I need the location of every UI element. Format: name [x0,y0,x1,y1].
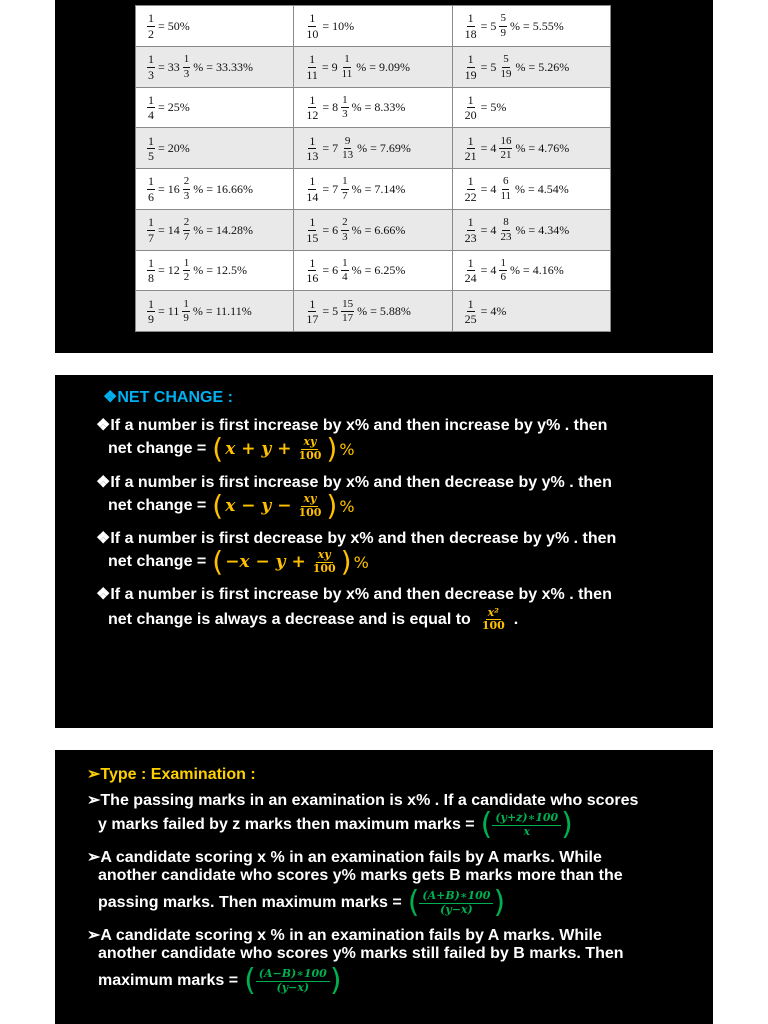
table-row [136,6,611,47]
table-row [136,209,611,250]
formula-expr: −x − y + [225,552,306,572]
fraction-denominator: 12 [306,108,319,123]
percent-value: = 5 [322,304,339,319]
percent-value: = 9 [321,59,338,74]
formula-fraction [419,890,493,916]
net-change-slide [55,375,713,728]
fraction-numerator: 1 [309,11,316,26]
percent-value: % = 8.33% [351,100,406,115]
fraction-numerator: 5 [499,13,507,27]
exam-rule-3-line-2: another candidate who scores y% marks still failed by B marks. Then [98,945,624,962]
fraction-denominator: 9 [148,312,154,327]
formula-fraction [480,607,507,632]
table-cell [136,291,294,332]
formula-fraction [492,812,561,838]
table-cell [136,250,294,291]
percent-value: % = 12.5% [193,263,248,278]
net-change-formula-4 [108,607,518,632]
formula [477,607,510,632]
unit-fraction [464,216,478,244]
fraction-equivalence [463,135,572,163]
fraction-denominator: 3 [148,67,154,82]
fraction-numerator: 1 [309,296,316,311]
fraction-denominator: 25 [464,312,477,327]
fraction-numerator: 1 [341,176,349,190]
percent-value: = 25% [158,100,190,115]
fraction-numerator: 1 [148,215,154,230]
formula: ( $\frac{(y+z)∗100}{x}$ ) [480,807,573,842]
formula-expr: x + y + [225,439,292,459]
fraction-equivalence [146,135,192,163]
formula-prefix: net change is always a decrease and is equal to [108,610,471,628]
table-cell [452,209,610,250]
mixed-fraction-part [183,54,191,80]
fraction-numerator: 1 [309,255,316,270]
formula-fraction [296,436,323,461]
percent-value: % = 6.66% [351,222,406,237]
fraction-equivalence [304,216,407,244]
fraction-equivalence [463,175,571,203]
percent-value: % = 4.54% [515,181,569,196]
percent-value: = 33 [158,59,180,74]
fraction-numerator: x² [487,606,499,619]
fraction-equivalence [304,257,407,285]
formula-prefix: net change = [108,553,207,570]
formula: ( x − y − $\frac{xy}{100}$ ) % [212,489,355,522]
fraction-denominator: 17 [342,312,354,325]
fraction-denominator: 22 [464,189,477,204]
fraction-numerator: (A+B)∗100 [419,890,493,904]
percent-value: = 4 [480,141,497,156]
mixed-fraction-part [341,176,349,202]
formula: ( $\frac{(A-B)∗100}{(y-x)}$ ) [244,963,342,998]
net-change-rule-1: ❖If a number is first increase by x% and then increase by y% . then [96,417,608,434]
fraction-numerator: 1 [341,258,349,272]
fraction-numerator: 9 [344,136,352,150]
mixed-fraction-part [341,54,354,80]
exam-rule-1-line-1: ➢The passing marks in an examination is x% . If a candidate who scores [87,792,639,809]
fraction-percent-table [135,5,611,332]
fraction-denominator: 21 [464,149,477,164]
fraction-equivalence [463,12,566,40]
fraction-numerator: 1 [148,133,154,148]
fraction-numerator: 1 [467,92,474,107]
unit-fraction [464,94,478,122]
table-cell [452,87,610,128]
percent-value: % = 9.09% [356,59,411,74]
percent-sign: % [339,496,355,516]
fraction-numerator: 1 [148,11,154,26]
unit-fraction [305,12,319,40]
formula-prefix: net change = [108,440,207,457]
net-change-rule-3: ❖If a number is first decrease by x% and then decrease by y% . then [96,530,617,547]
fraction-equivalence [146,53,255,81]
table-cell [452,169,610,210]
percent-value: = 7 [322,181,339,196]
unit-fraction [305,135,319,163]
mixed-fraction-part [183,258,191,284]
table-row [136,169,611,210]
fraction-denominator: 7 [148,230,154,245]
fraction-numerator: 1 [467,174,474,189]
exam-rule-2-formula [98,885,506,920]
net-change-heading: ❖NET CHANGE : [103,389,233,406]
fraction-numerator: 1 [467,52,474,67]
formula-prefix: net change = [108,497,207,514]
mixed-fraction-part [341,299,354,325]
table-cell [136,128,294,169]
fraction-denominator: 19 [464,67,477,82]
fraction-equivalence [146,175,255,203]
mixed-fraction-part [499,217,512,243]
percent-value: = 11 [158,304,180,319]
percent-value: = 5% [480,100,507,115]
formula: ( −x − y + $\frac{xy}{100}$ ) % [212,545,369,578]
fraction-denominator: 100 [298,505,322,519]
fraction-equivalence [304,94,407,122]
fraction-numerator: (y+z)∗100 [492,812,561,826]
unit-fraction [147,53,155,81]
percent-value: % = 6.25% [351,263,406,278]
fraction-numerator: 1 [148,296,154,311]
fraction-equivalence [463,94,509,122]
fraction-denominator: 21 [500,149,512,162]
percent-value: = 4 [480,263,497,278]
percent-value: = 50% [158,18,190,33]
fraction-equivalence [146,298,254,326]
fraction-numerator: 1 [309,52,316,67]
unit-fraction [147,257,155,285]
exam-rule-1-formula [98,807,573,842]
unit-fraction [464,257,478,285]
fraction-denominator: 3 [342,230,348,243]
table-cell [294,87,452,128]
unit-fraction [305,216,319,244]
unit-fraction [305,175,319,203]
table-cell [294,209,452,250]
fraction-denominator: 17 [306,312,319,327]
table-cell [136,46,294,87]
fraction-numerator: 1 [467,11,474,26]
fraction-denominator: 100 [481,619,505,633]
table-row [136,250,611,291]
percent-value: % = 16.66% [193,181,254,196]
table-cell [294,6,452,47]
fraction-numerator: 5 [502,54,510,68]
fraction-denominator: 3 [183,67,190,80]
mixed-fraction-part [341,136,354,162]
table-cell [452,291,610,332]
fraction-denominator: 18 [464,26,477,41]
unit-fraction [147,298,155,326]
unit-fraction [464,12,478,40]
fraction-denominator: 2 [148,26,154,41]
fraction-denominator: 6 [500,271,506,284]
unit-fraction [305,94,319,122]
percent-value: % = 4.76% [515,141,570,156]
percent-value: = 6 [322,263,339,278]
table-cell [294,128,452,169]
fraction-equivalence [304,53,412,81]
fraction-denominator: 11 [341,67,353,80]
table-row [136,291,611,332]
unit-fraction [305,257,319,285]
percent-value: % = 4.16% [509,263,564,278]
table-cell [294,169,452,210]
fraction-numerator: xy [303,435,317,449]
fraction-numerator: 8 [502,217,510,231]
table-cell [136,6,294,47]
table-row [136,128,611,169]
mixed-fraction-part [499,54,512,80]
unit-fraction [305,298,319,326]
fraction-numerator: 1 [309,92,316,107]
percent-value: = 7 [322,141,339,156]
unit-fraction [147,135,155,163]
unit-fraction [464,53,478,81]
fraction-denominator: 8 [148,271,154,286]
fraction-numerator: 1 [499,258,507,272]
fraction-numerator: 1 [309,174,316,189]
fraction-numerator: 1 [341,95,349,109]
percent-value: % = 5.26% [515,59,570,74]
fraction-numerator: 1 [148,174,154,189]
fraction-denominator: 13 [306,149,319,164]
percent-value: % = 7.14% [351,181,406,196]
fraction-equivalence [304,12,356,40]
table-cell [136,209,294,250]
table-cell [294,46,452,87]
fraction-denominator: 9 [183,312,189,325]
fraction-denominator: 2 [183,271,190,284]
fraction-denominator: 9 [500,26,506,39]
percent-value: % = 33.33% [193,59,254,74]
fraction-denominator: 10 [306,26,319,41]
fraction-equivalence [304,135,413,163]
fraction-denominator: 5 [148,149,154,164]
net-change-rule-2: ❖If a number is first increase by x% and then decrease by y% . then [96,474,612,491]
fraction-numerator: 1 [148,92,154,107]
fraction-numerator: 2 [183,217,191,231]
formula-fraction [296,493,323,518]
fraction-equivalence [146,216,255,244]
fraction-denominator: 15 [306,230,319,245]
fraction-denominator: 23 [464,230,477,245]
mixed-fraction-part [341,95,349,121]
fraction-denominator: (y−x) [276,980,310,994]
percent-value: % = 5.55% [509,18,564,33]
fraction-numerator: 2 [183,176,191,190]
mixed-fraction-part [499,258,507,284]
formula: ( $\frac{(A+B)∗100}{(y-x)}$ ) [407,885,506,920]
percent-value: = 8 [322,100,339,115]
table-cell [294,291,452,332]
fraction-denominator: 3 [342,108,348,121]
unit-fraction [305,53,319,81]
fraction-equivalence [304,175,407,203]
percent-value: = 5 [480,59,497,74]
fraction-denominator: 23 [500,230,512,243]
mixed-fraction-part [182,299,190,325]
percent-sign: % [339,439,355,459]
percent-value: = 5 [480,18,497,33]
fraction-numerator: 1 [148,52,154,67]
percent-value: = 16 [158,181,180,196]
table-cell [452,46,610,87]
mixed-fraction-part [183,176,191,202]
fraction-equivalence [146,94,192,122]
percent-value: = 14 [158,222,180,237]
examination-slide [55,750,713,1024]
fraction-denominator: 7 [183,230,190,243]
table-cell [452,250,610,291]
fraction-denominator: 19 [500,67,512,80]
fraction-table-slide [55,0,713,353]
fraction-denominator: 16 [306,271,319,286]
unit-fraction [464,135,478,163]
mixed-fraction-part [183,217,191,243]
fraction-denominator: 14 [306,189,319,204]
table-cell [294,250,452,291]
exam-rule-3-formula [98,963,342,998]
fraction-equivalence [463,257,566,285]
fraction-numerator: 1 [182,299,190,313]
examination-heading: ➢Type : Examination : [87,766,256,783]
mixed-fraction-part [499,136,512,162]
fraction-equivalence [463,298,509,326]
period: . [513,610,519,628]
percent-value: % = 14.28% [193,222,254,237]
fraction-denominator: x [523,824,531,838]
fraction-numerator: 1 [183,258,191,272]
fraction-numerator: xy [303,492,317,506]
fraction-denominator: 6 [148,189,154,204]
fraction-denominator: 4 [148,108,154,123]
table-cell [452,128,610,169]
net-change-formula-1 [108,432,355,465]
formula-prefix: maximum marks = [98,972,239,989]
fraction-numerator: 6 [502,176,510,190]
fraction-numerator: 16 [499,136,512,150]
exam-rule-2-line-1: ➢A candidate scoring x % in an examination fails by A marks. While [87,849,602,866]
fraction-numerator: xy [317,548,331,562]
formula: ( x + y + $\frac{xy}{100}$ ) % [212,432,355,465]
exam-rule-3-line-1: ➢A candidate scoring x % in an examination fails by A marks. While [87,927,602,944]
fraction-numerator: 1 [183,54,191,68]
fraction-equivalence [146,257,249,285]
formula-fraction [256,968,330,994]
fraction-denominator: 24 [464,271,477,286]
fraction-equivalence [463,216,572,244]
fraction-numerator: 15 [341,299,354,313]
fraction-denominator: 3 [183,189,190,202]
table-cell [136,169,294,210]
fraction-denominator: 13 [342,149,354,162]
percent-value: = 4 [480,222,497,237]
percent-value: = 6 [322,222,339,237]
fraction-numerator: 1 [309,215,316,230]
fraction-numerator: (A−B)∗100 [256,968,330,982]
fraction-numerator: 2 [341,217,349,231]
fraction-numerator: 1 [467,296,474,311]
fraction-equivalence [463,53,572,81]
percent-value: % = 5.88% [357,304,411,319]
fraction-denominator: 11 [306,67,318,82]
unit-fraction [147,12,155,40]
percent-value: % = 4.34% [515,222,570,237]
percent-value: = 4 [480,181,497,196]
percent-sign: % [353,552,369,572]
fraction-denominator: 100 [312,561,336,575]
fraction-denominator: 7 [342,189,348,202]
table-row [136,46,611,87]
percent-value: % = 11.11% [192,304,252,319]
table-row [136,87,611,128]
fraction-numerator: 1 [343,54,351,68]
formula-fraction [311,549,338,574]
unit-fraction [464,175,478,203]
fraction-denominator: 100 [298,448,322,462]
fraction-equivalence [146,12,192,40]
net-change-formula-3 [108,545,369,578]
unit-fraction [147,216,155,244]
fraction-numerator: 1 [148,255,154,270]
unit-fraction [147,175,155,203]
formula-expr: x − y − [225,496,292,516]
fraction-denominator: 4 [342,271,348,284]
percent-value: = 10% [322,18,355,33]
percent-value: = 4% [480,304,507,319]
table-cell [452,6,610,47]
percent-value: % = 7.69% [357,141,411,156]
mixed-fraction-part [341,217,349,243]
formula-prefix: passing marks. Then maximum marks = [98,894,402,911]
fraction-denominator: (y−x) [440,902,473,916]
formula-prefix: y marks failed by z marks then maximum marks = [98,816,475,833]
exam-rule-2-line-2: another candidate who scores y% marks gets B marks more than the [98,867,623,884]
fraction-numerator: 1 [467,215,474,230]
unit-fraction [464,298,478,326]
fraction-numerator: 1 [467,133,474,148]
fraction-denominator: 20 [464,108,477,123]
mixed-fraction-part [341,258,349,284]
table-cell [136,87,294,128]
mixed-fraction-part [499,176,512,202]
unit-fraction [147,94,155,122]
mixed-fraction-part [499,13,507,39]
fraction-numerator: 1 [467,255,474,270]
percent-value: = 20% [158,141,190,156]
net-change-formula-2 [108,489,355,522]
fraction-denominator: 11 [500,189,512,202]
fraction-equivalence [304,298,413,326]
percent-value: = 12 [158,263,180,278]
fraction-numerator: 1 [309,133,316,148]
net-change-rule-4: ❖If a number is first increase by x% and then decrease by x% . then [96,586,612,603]
